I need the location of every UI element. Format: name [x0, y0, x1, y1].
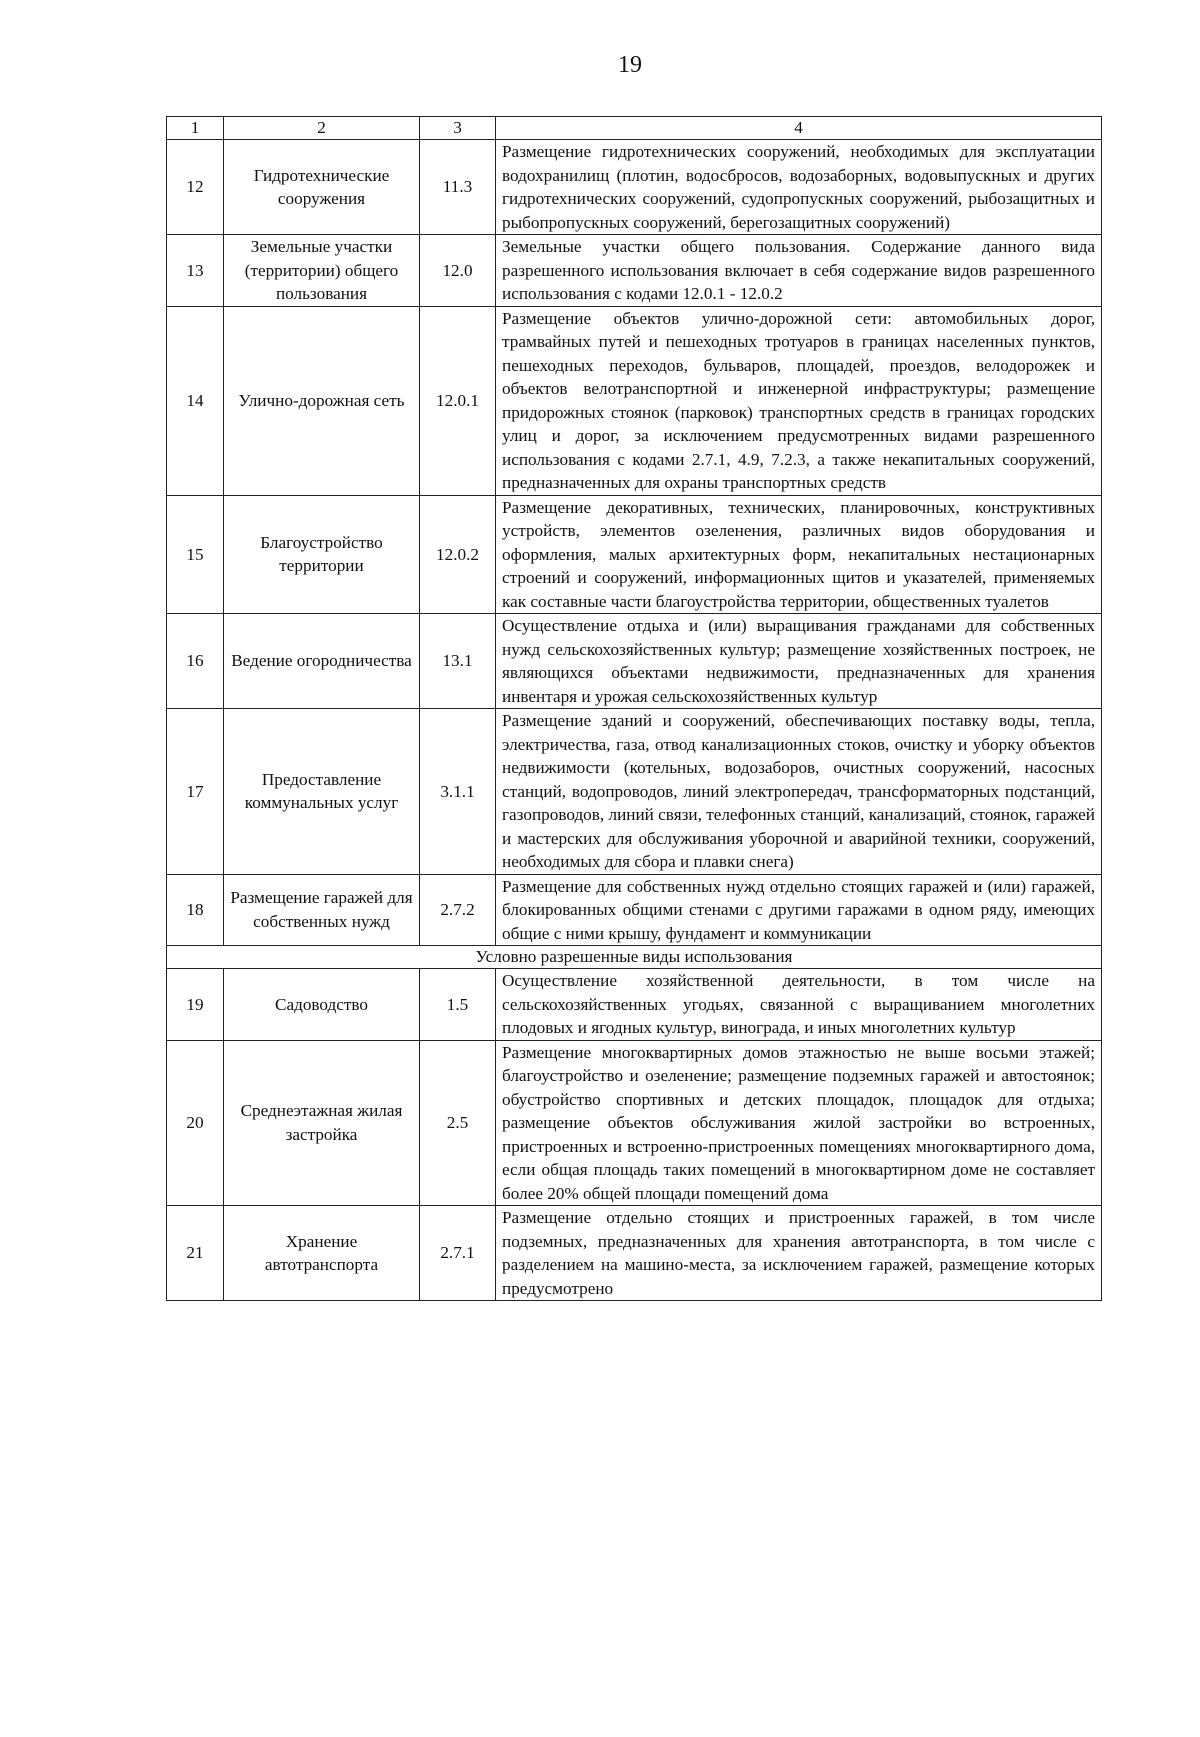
row-number: 13: [167, 235, 224, 307]
table-row: [167, 614, 1102, 709]
column-header-row: [167, 117, 1102, 140]
use-name: Гидротехнические сооружения: [224, 140, 420, 235]
use-code: 2.5: [420, 1040, 496, 1206]
section-row: [167, 946, 1102, 969]
use-code: 1.5: [420, 969, 496, 1041]
use-code: 2.7.2: [420, 874, 496, 946]
table-row: [167, 235, 1102, 307]
use-description: Земельные участки общего пользования. Содержание данного вида разрешенного использования включает в себя содержание видов разрешенного использования с кодами 12.0.1 - 12.0.2: [496, 235, 1102, 307]
use-description: Размещение для собственных нужд отдельно стоящих гаражей и (или) гаражей, блокированных общими стенами с другими гаражами в одном ряду, имеющих общие с ними крышу, фундамент и коммуникации: [496, 874, 1102, 946]
table-row: [167, 1040, 1102, 1206]
conditional-uses-body: [167, 969, 1102, 1301]
row-number: 20: [167, 1040, 224, 1206]
row-number: 17: [167, 709, 224, 875]
table-row: [167, 1206, 1102, 1301]
column-header: 3: [420, 117, 496, 140]
section-title: Условно разрешенные виды использования: [167, 946, 1102, 969]
use-description: Размещение зданий и сооружений, обеспечивающих поставку воды, тепла, электричества, газа, отвод канализационных стоков, очистку и уборку объектов недвижимости (котельных, водозаборов, очистных сооружений, насосных станций, водопроводов, линий электропередач, трансформаторных подстанций, газопроводов, линий связи, телефонных станций, канализаций, стоянок, гаражей и мастерских для обслуживания уборочной и аварийной техники, сооружений, необходимых для сбора и плавки снега): [496, 709, 1102, 875]
use-code: 12.0.1: [420, 306, 496, 495]
use-code: 12.0: [420, 235, 496, 307]
column-header: 4: [496, 117, 1102, 140]
table-row: [167, 306, 1102, 495]
permitted-uses-body: [167, 140, 1102, 946]
row-number: 19: [167, 969, 224, 1041]
use-code: 12.0.2: [420, 495, 496, 614]
use-code: 2.7.1: [420, 1206, 496, 1301]
table-row: [167, 495, 1102, 614]
row-number: 21: [167, 1206, 224, 1301]
use-code: 11.3: [420, 140, 496, 235]
use-name: Размещение гаражей для собственных нужд: [224, 874, 420, 946]
row-number: 16: [167, 614, 224, 709]
table-row: [167, 709, 1102, 875]
row-number: 15: [167, 495, 224, 614]
use-description: Осуществление отдыха и (или) выращивания гражданами для собственных нужд сельскохозяйственных культур; размещение хозяйственных построек, не являющихся объектами недвижимости, предназначенных для хранения инвентаря и урожая сельскохозяйственных культур: [496, 614, 1102, 709]
column-header: 2: [224, 117, 420, 140]
table-row: [167, 874, 1102, 946]
use-name: Предоставление коммунальных услуг: [224, 709, 420, 875]
row-number: 14: [167, 306, 224, 495]
table-row: [167, 140, 1102, 235]
use-name: Благоустройство территории: [224, 495, 420, 614]
use-description: Размещение декоративных, технических, планировочных, конструктивных устройств, элементов озеленения, различных видов оборудования и оформления, малых архитектурных форм, некапитальных нестационарных строений и сооружений, информационных щитов и указателей, применяемых как составные части благоустройства территории, общественных туалетов: [496, 495, 1102, 614]
use-description: Осуществление хозяйственной деятельности, в том числе на сельскохозяйственных угодьях, связанной с выращиванием многолетних плодовых и ягодных культур, винограда, и иных многолетних культур: [496, 969, 1102, 1041]
use-description: Размещение отдельно стоящих и пристроенных гаражей, в том числе подземных, предназначенных для хранения автотранспорта, в том числе с разделением на машино-места, за исключением гаражей, размещение которых предусмотрено: [496, 1206, 1102, 1301]
use-code: 3.1.1: [420, 709, 496, 875]
table-row: [167, 969, 1102, 1041]
use-name: Среднеэтажная жилая застройка: [224, 1040, 420, 1206]
use-description: Размещение многоквартирных домов этажностью не выше восьми этажей; благоустройство и озеленение; размещение подземных гаражей и автостоянок; обустройство спортивных и детских площадок, площадок для отдыха; размещение объектов обслуживания жилой застройки во встроенных, пристроенных и встроенно-пристроенных помещениях многоквартирного дома, если общая площадь таких помещений в многоквартирном доме не составляет более 20% общей площади помещений дома: [496, 1040, 1102, 1206]
use-name: Улично-дорожная сеть: [224, 306, 420, 495]
column-header: 1: [167, 117, 224, 140]
use-name: Хранение автотранспорта: [224, 1206, 420, 1301]
land-use-table: [166, 116, 1102, 1301]
use-description: Размещение объектов улично-дорожной сети: автомобильных дорог, трамвайных путей и пешеходных тротуаров в границах населенных пунктов, пешеходных переходов, бульваров, площадей, проездов, велодорожек и объектов велотранспортной и инженерной инфраструктуры; размещение придорожных стоянок (парковок) транспортных средств в границах городских улиц и дорог, за исключением предусмотренных видами разрешенного использования с кодами 2.7.1, 4.9, 7.2.3, а также некапитальных сооружений, предназначенных для охраны транспортных средств: [496, 306, 1102, 495]
row-number: 12: [167, 140, 224, 235]
use-name: Земельные участки (территории) общего пользования: [224, 235, 420, 307]
use-name: Ведение огородничества: [224, 614, 420, 709]
row-number: 18: [167, 874, 224, 946]
use-name: Садоводство: [224, 969, 420, 1041]
use-code: 13.1: [420, 614, 496, 709]
page-number: 19: [618, 52, 642, 78]
use-description: Размещение гидротехнических сооружений, необходимых для эксплуатации водохранилищ (плотин, водосбросов, водозаборных, водовыпускных и других гидротехнических сооружений, судопропускных сооружений, рыбозащитных и рыбопропускных сооружений, берегозащитных сооружений): [496, 140, 1102, 235]
